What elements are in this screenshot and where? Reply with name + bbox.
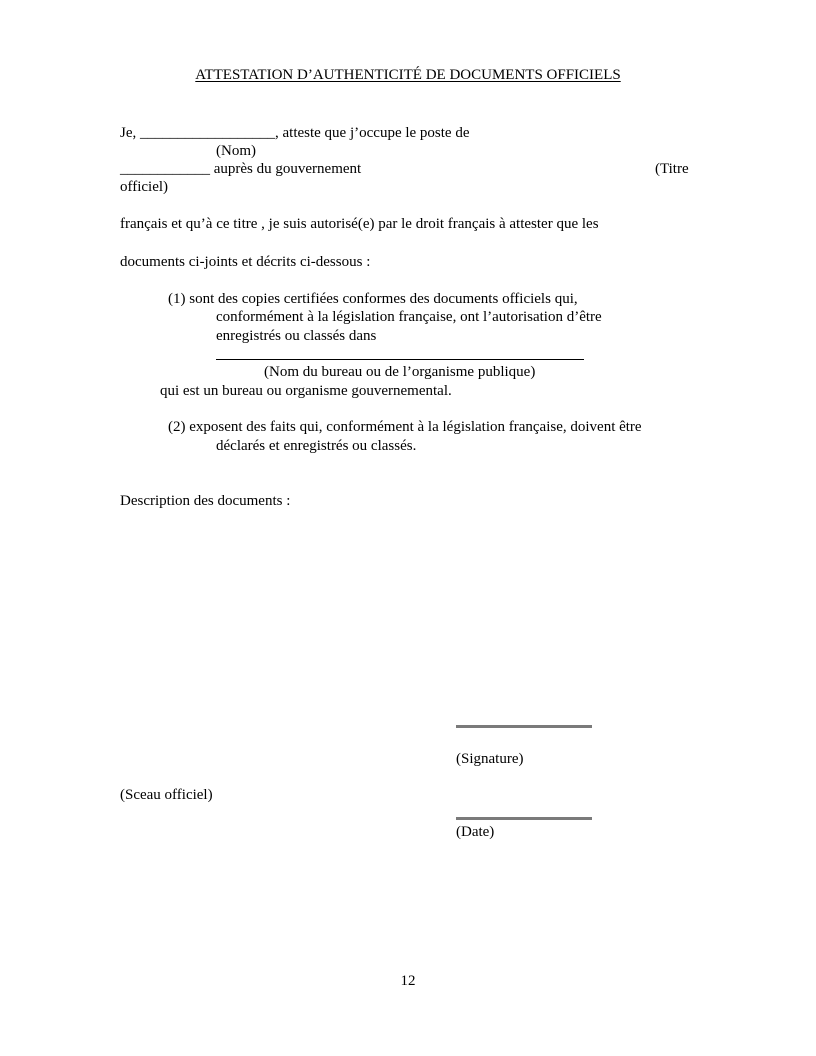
- seal-label: (Sceau officiel): [120, 787, 213, 803]
- item-2-line-2: déclarés et enregistrés ou classés.: [216, 438, 417, 454]
- date-label: (Date): [456, 824, 495, 840]
- document-title: ATTESTATION D’AUTHENTICITÉ DE DOCUMENTS OFFICIELS: [195, 67, 621, 83]
- office-name-blank-line: [216, 359, 584, 360]
- page-number: 12: [400, 973, 416, 989]
- documents-line: documents ci-joints et décrits ci-dessous :: [120, 254, 371, 270]
- office-name-label: (Nom du bureau ou de l’organisme publique): [264, 364, 536, 380]
- name-line: Je, __________________, atteste que j’occupe le poste de: [120, 125, 470, 141]
- item-2-line-1: (2) exposent des faits qui, conformément à la législation française, doivent être: [168, 419, 642, 435]
- titre-label: (Titre: [655, 161, 689, 177]
- titre-label-continued: officiel): [120, 179, 169, 195]
- item-1-line-2: conformément à la législation française, ont l’autorisation d’être: [216, 309, 602, 325]
- authorization-line: français et qu’à ce titre , je suis autorisé(e) par le droit français à attester que les: [120, 216, 599, 232]
- item-1-line-3: enregistrés ou classés dans: [216, 328, 377, 344]
- nom-label: (Nom): [216, 143, 256, 159]
- item-1-line-1: (1) sont des copies certifiées conformes des documents officiels qui,: [168, 291, 578, 307]
- signature-label: (Signature): [456, 751, 524, 767]
- position-line: ____________ auprès du gouvernement: [120, 161, 362, 177]
- description-label: Description des documents :: [120, 493, 291, 509]
- signature-line: [456, 725, 592, 728]
- item-1-line-4: qui est un bureau ou organisme gouvernemental.: [160, 383, 452, 399]
- date-line: [456, 817, 592, 820]
